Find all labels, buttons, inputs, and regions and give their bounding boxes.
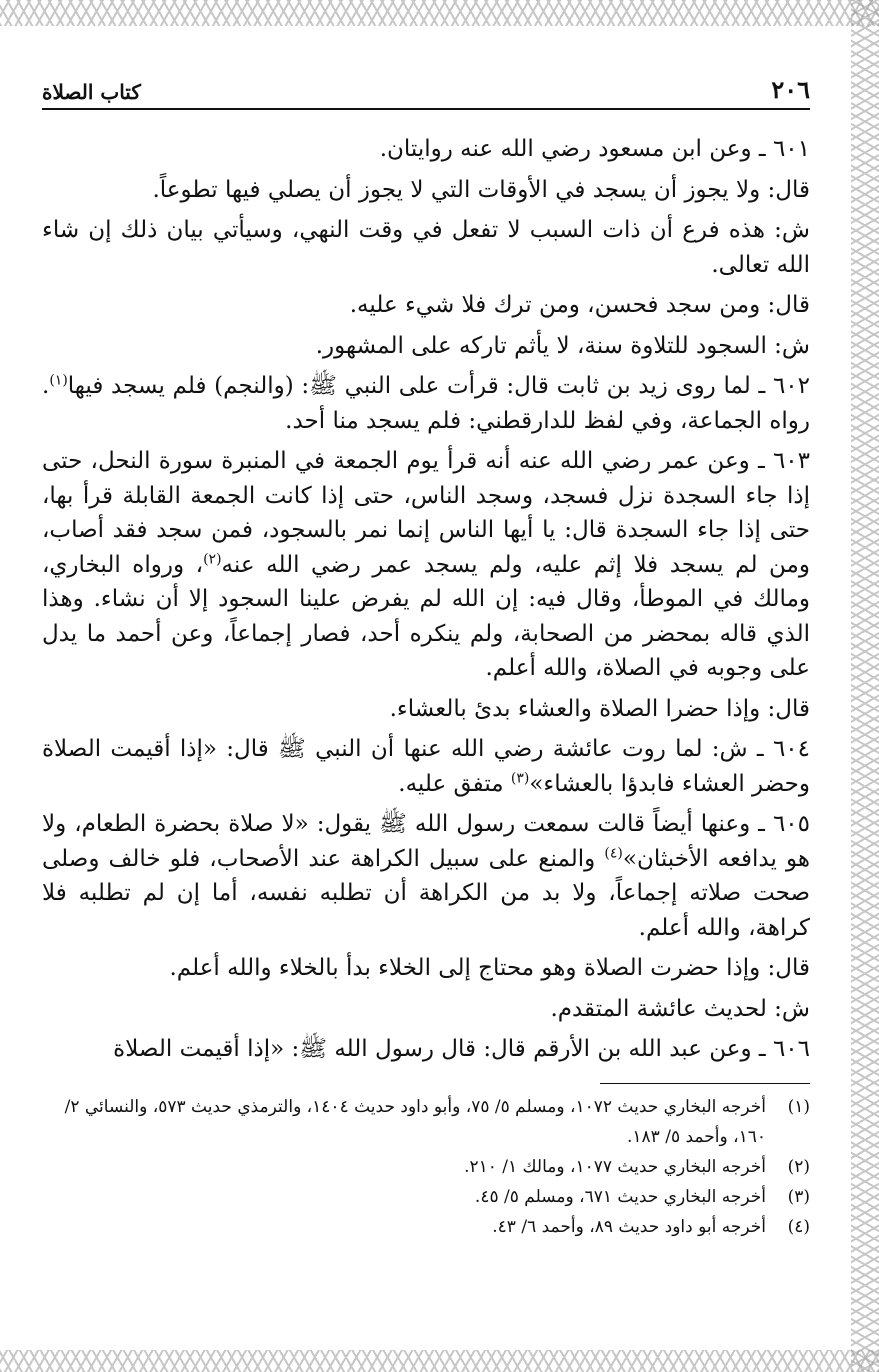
footnote-number: (٣): [787, 1186, 810, 1207]
footnote-ref-4[interactable]: (٤): [604, 844, 623, 861]
footnote-text: أخرجه البخاري حديث ١٠٧٢، ومسلم ٥/ ٧٥، وأبو داود حديث ١٤٠٤، والترمذي حديث ٥٧٣، والنسائي ٢/ ١٦٠، وأحمد ٥/ ١٨٣.: [64, 1096, 766, 1147]
paragraph-604: ٦٠٤ ـ ش: لما روت عائشة رضي الله عنها أن النبي ﷺ قال: «إذا أقيمت الصلاة وحضر العشاء فابدؤا بالعشاء»$^{(٣)}$ متفق عليه.: [42, 736, 810, 797]
footnote-divider: [600, 1083, 810, 1084]
paragraph-602: ٦٠٢ ـ لما روى زيد بن ثابت قال: قرأت على النبي ﷺ: (والنجم) فلم يسجد فيها$^{(١)}$. رواه الجماعة، وفي لفظ للدارقطني: فلم يسجد منا أحد.: [42, 372, 811, 434]
paragraph-601: ٦٠١ ـ وعن ابن مسعود رضي الله عنه روايتان.: [379, 136, 810, 162]
footnote-1: [42, 1092, 810, 1152]
footnote-text: أخرجه البخاري حديث ٦٧١، ومسلم ٥/ ٤٥.: [474, 1186, 766, 1207]
main-text: [42, 132, 810, 1067]
decorative-border-top: [0, 0, 879, 26]
paragraph-qal-1: قال: ولا يجوز أن يسجد في الأوقات التي لا يجوز أن يصلي فيها تطوعاً.: [152, 176, 810, 203]
paragraph-qal-2: قال: ومن سجد فحسن، ومن ترك فلا شيء عليه.: [349, 292, 810, 318]
footnote-3: [42, 1182, 810, 1212]
footnote-ref-1[interactable]: (١): [49, 372, 68, 389]
footnote-2: [42, 1152, 810, 1182]
paragraph-sharh-3: ش: لحديث عائشة المتقدم.: [550, 995, 810, 1022]
book-page: [42, 70, 810, 1242]
footnote-4: [42, 1212, 810, 1242]
decorative-border-bottom: [0, 1350, 879, 1372]
paragraph-sharh-1: ش: هذه فرع أن ذات السبب لا تفعل في وقت النهي، وسيأتي بيان ذلك إن شاء الله تعالى.: [42, 217, 810, 278]
paragraph-605: ٦٠٥ ـ وعنها أيضاً قالت سمعت رسول الله ﷺ يقول: «لا صلاة بحضرة الطعام، ولا هو يدافعه الأخبثان»$^{(٤)}$ والمنع على سبيل الكراهة عند الأصحاب، فلو خالف وصلى صحت صلاته إجماعاً، ولا بد من الكراهة أن تطلبه نفسه، أما إن لم تطلبه فلا كراهة، والله أعلم.: [42, 811, 810, 941]
paragraph-sharh-2: ش: السجود للتلاوة سنة، لا يأثم تاركه على المشهور.: [315, 332, 810, 359]
footnotes: [42, 1092, 810, 1242]
footnote-number: (١): [787, 1096, 810, 1117]
footnote-number: (٢): [787, 1156, 810, 1177]
paragraph-603: ٦٠٣ ـ وعن عمر رضي الله عنه أنه قرأ يوم الجمعة في المنبرة سورة النحل، حتى إذا جاء السجدة نزل فسجد، وسجد الناس، حتى إذا كانت الجمعة القابلة قرأ بها، حتى إذا جاء السجدة قال: يا أيها الناس إنما نمر بالسجود، فمن سجد فقد أصاب، ومن لم يسجد فلا إثم عليه، ولم يسجد عمر رضي الله عنه$^{(٢)}$، ورواه البخاري، ومالك في الموطأ، وقال فيه: إن الله لم يفرض علينا السجود إلا أن نشاء. وهذا الذي قاله بمحضر من الصحابة، ولم ينكره أحد، فصار إجماعاً، وعن أحمد ما يدل على وجوبه في الصلاة، والله أعلم.: [42, 448, 811, 681]
paragraph-qal-3: قال: وإذا حضرا الصلاة والعشاء بدئ بالعشاء.: [389, 695, 810, 722]
footnote-text: أخرجه البخاري حديث ١٠٧٧، ومالك ١/ ٢١٠.: [464, 1156, 766, 1177]
page-header: [42, 70, 810, 110]
page-number: ٢٠٦: [771, 75, 810, 104]
footnote-text: أخرجه أبو داود حديث ٨٩، وأحمد ٦/ ٤٣.: [492, 1216, 766, 1237]
decorative-border-right: [851, 0, 879, 1372]
footnote-ref-3[interactable]: (٣): [510, 769, 530, 786]
footnote-ref-2[interactable]: (٢): [203, 550, 222, 567]
running-title: كتاب الصلاة: [42, 80, 141, 104]
paragraph-qal-4: قال: وإذا حضرت الصلاة وهو محتاج إلى الخلاء بدأ بالخلاء والله أعلم.: [169, 955, 810, 981]
footnote-number: (٤): [787, 1216, 810, 1237]
paragraph-606: ٦٠٦ ـ وعن عبد الله بن الأرقم قال: قال رسول الله ﷺ: «إذا أقيمت الصلاة: [113, 1036, 810, 1062]
